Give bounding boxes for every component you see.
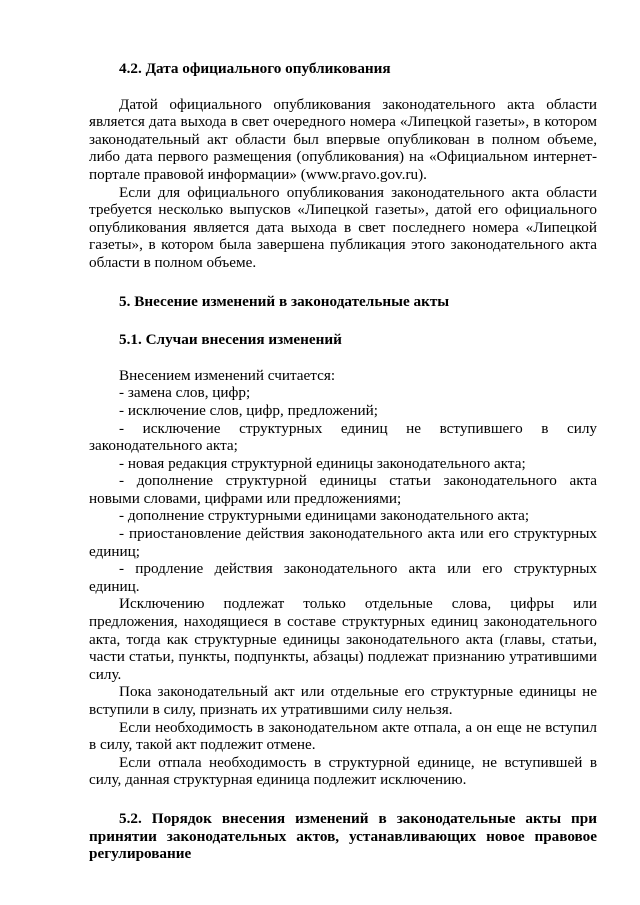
paragraph: Исключению подлежат только отдельные слова, цифры или предложения, находящиеся в составе структурных единиц законодательного акта, тогда как структурные единицы законодательного акта (главы, статьи, части статьи, пункты, подпункты, абзацы) подлежат признанию утратившими силу. xyxy=(89,595,597,683)
section-heading-5-2: 5.2. Порядок внесения изменений в законодательные акты при принятии законодательных актов, устанавливающих новое правовое регулирование xyxy=(89,809,597,863)
list-item: - исключение слов, цифр, предложений; xyxy=(119,401,379,419)
list-intro: Внесением изменений считается: xyxy=(119,366,336,384)
paragraph: Если для официального опубликования законодательного акта области требуется несколько выпусков «Липецкой газеты», датой его официального опубликования является дата выхода в свет последнего номера «Липецкой газеты», в котором была завершена публикация этого законодательного акта области в полном объеме. xyxy=(89,183,597,271)
list-item: - замена слов, цифр; xyxy=(119,384,251,402)
paragraph: Датой официального опубликования законодательного акта области является дата выхода в свет очередного номера «Липецкой газеты», в котором законодательный акт области был впервые опубликован в полном объеме, либо дата первого размещения (опубликования) на «Официальном интернет-портале правовой информации» (www.pravo.gov.ru). xyxy=(89,95,597,183)
section-heading-4-2: 4.2. Дата официального опубликования xyxy=(119,60,391,77)
document-body xyxy=(89,60,597,863)
list-item: - продление действия законодательного акта или его структурных единиц. xyxy=(89,560,597,595)
paragraph: Пока законодательный акт или отдельные его структурные единицы не вступили в силу, признать их утратившими силу нельзя. xyxy=(89,683,597,718)
paragraph: Если необходимость в законодательном акте отпала, а он еще не вступил в силу, такой акт подлежит отмене. xyxy=(89,718,597,754)
list-item: - дополнение структурной единицы статьи законодательного акта новыми словами, цифрами или предложениями; xyxy=(89,472,597,507)
section-heading-5-1: 5.1. Случаи внесения изменений xyxy=(119,331,342,349)
list-item: - новая редакция структурной единицы законодательного акта; xyxy=(119,454,526,472)
list-item: - приостановление действия законодательного акта или его структурных единиц; xyxy=(89,525,597,560)
section-heading-5: 5. Внесение изменений в законодательные акты xyxy=(119,292,450,310)
paragraph: Если отпала необходимость в структурной единице, не вступившей в силу, данная структурная единица подлежит исключению. xyxy=(89,753,597,789)
list-item: - исключение структурных единиц не вступившего в силу законодательного акта; xyxy=(89,419,597,455)
list-item: - дополнение структурными единицами законодательного акта; xyxy=(119,507,530,525)
